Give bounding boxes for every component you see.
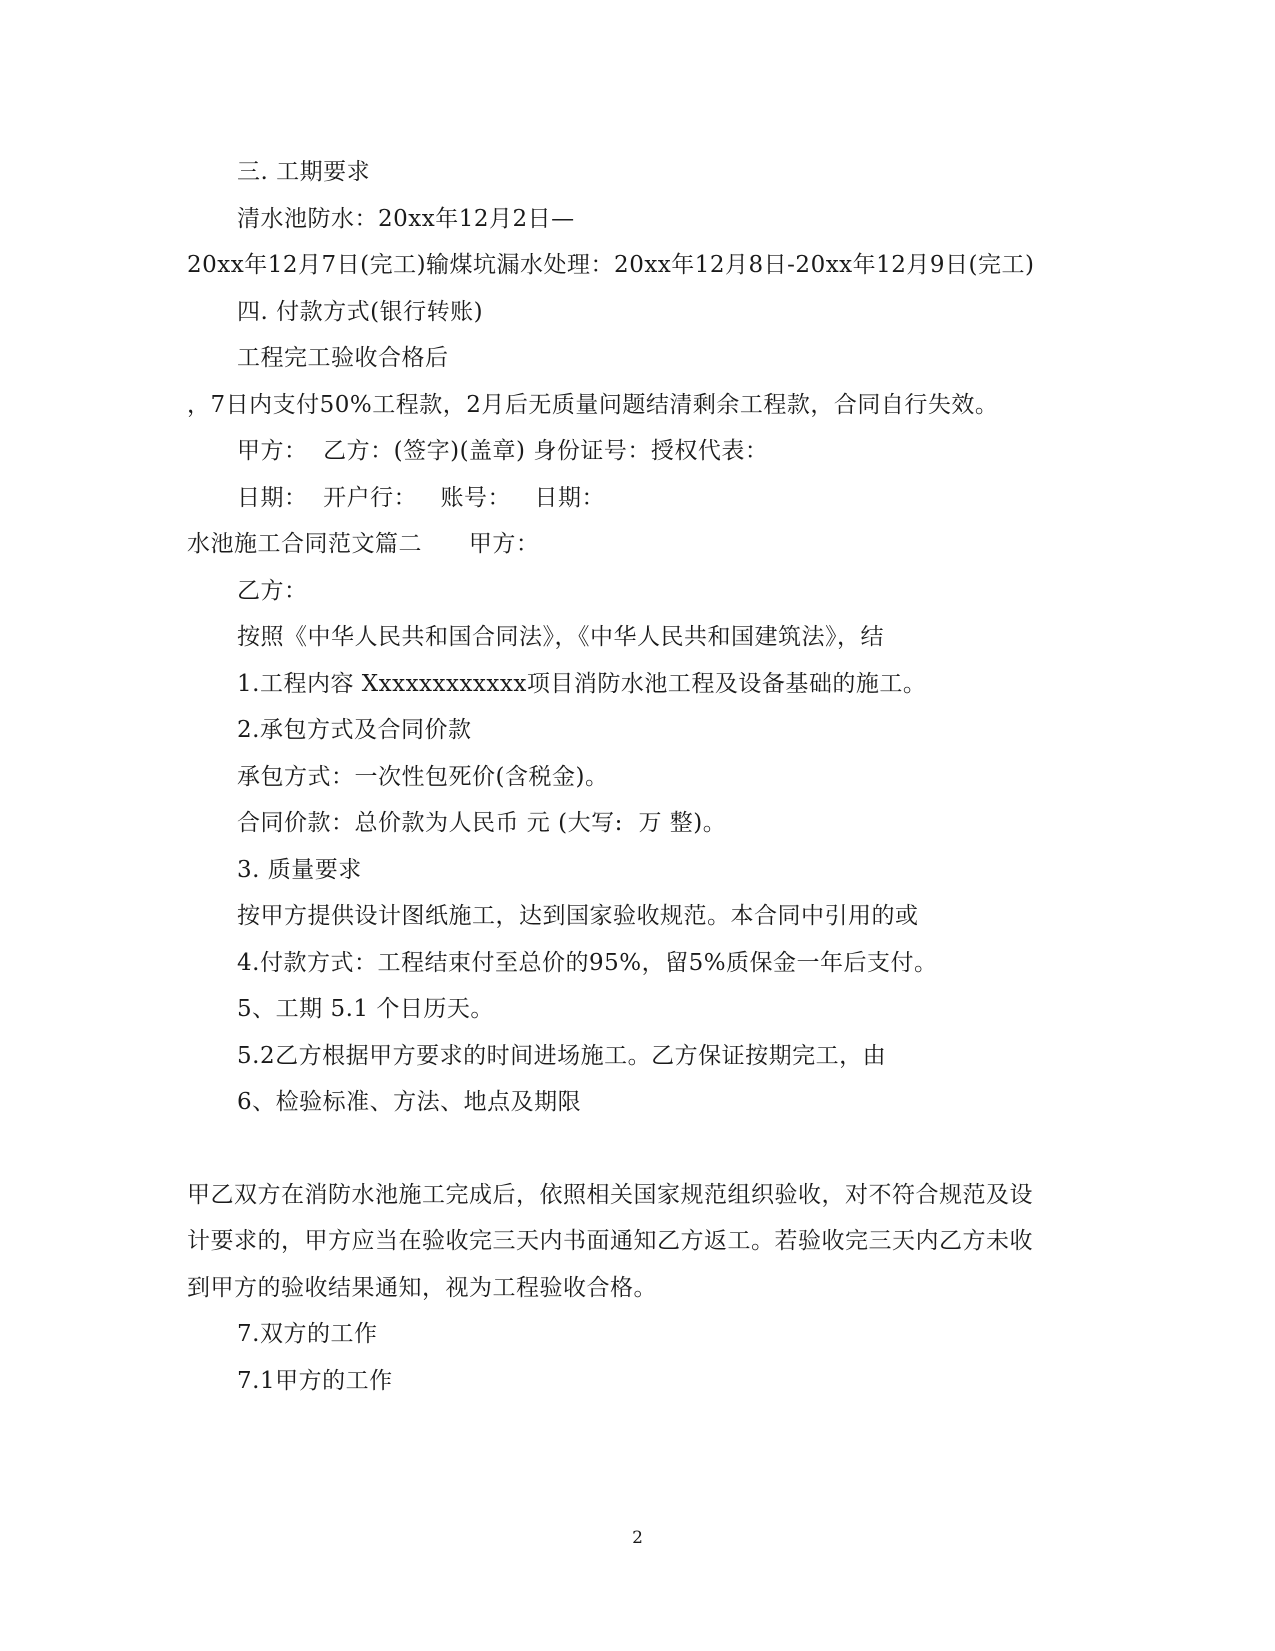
clause-line: 3. 质量要求 (237, 857, 362, 883)
paragraph-line: 20xx年12月7日(完工)输煤坑漏水处理：20xx年12月8日-20xx年12月9日(完工) (187, 252, 1035, 278)
paragraph-line: ，7日内支付50%工程款，2月后无质量问题结清剩余工程款，合同自行失效。 (187, 392, 999, 418)
clause-line: 4.付款方式：工程结束付至总价的95%，留5%质保金一年后支付。 (237, 950, 938, 976)
section-title-part-two: 水池施工合同范文篇二 甲方： (187, 531, 540, 557)
section-heading-schedule: 三. 工期要求 (237, 159, 371, 185)
paragraph-line: 按照《中华人民共和国合同法》，《中华人民共和国建筑法》，结 (237, 624, 884, 650)
section-heading-payment: 四. 付款方式(银行转账) (237, 299, 484, 325)
clause-line: 2.承包方式及合同价款 (237, 717, 472, 743)
page-number: 2 (632, 1528, 643, 1548)
signature-line: 甲方： 乙方：(签字)(盖章) 身份证号：授权代表： (237, 438, 769, 464)
paragraph-line: 甲乙双方在消防水池施工完成后，依照相关国家规范组织验收，对不符合规范及设 (187, 1182, 1033, 1208)
paragraph-line: 清水池防水：20xx年12月2日— (237, 206, 575, 232)
clause-line: 7.1甲方的工作 (237, 1368, 393, 1394)
clause-line: 5、工期 5.1 个日历天。 (237, 996, 494, 1022)
clause-line: 1.工程内容 Xxxxxxxxxxxx项目消防水池工程及设备基础的施工。 (237, 671, 927, 697)
paragraph-line: 工程完工验收合格后 (237, 345, 449, 371)
clause-line: 7.双方的工作 (237, 1321, 378, 1347)
paragraph-line: 计要求的，甲方应当在验收完三天内书面通知乙方返工。若验收完三天内乙方未收 (187, 1228, 1033, 1254)
paragraph-line: 到甲方的验收结果通知，视为工程验收合格。 (187, 1275, 657, 1301)
paragraph-line: 承包方式：一次性包死价(含税金)。 (237, 764, 609, 790)
paragraph-line: 乙方： (237, 578, 308, 604)
paragraph-line: 按甲方提供设计图纸施工，达到国家验收规范。本合同中引用的或 (237, 903, 919, 929)
signature-line: 日期： 开户行： 账号： 日期： (237, 485, 605, 511)
clause-line: 6、检验标准、方法、地点及期限 (237, 1089, 582, 1115)
paragraph-line: 5.2乙方根据甲方要求的时间进场施工。乙方保证按期完工，由 (237, 1043, 887, 1069)
paragraph-line: 合同价款：总价款为人民币 元 (大写: 万 整)。 (237, 810, 727, 836)
